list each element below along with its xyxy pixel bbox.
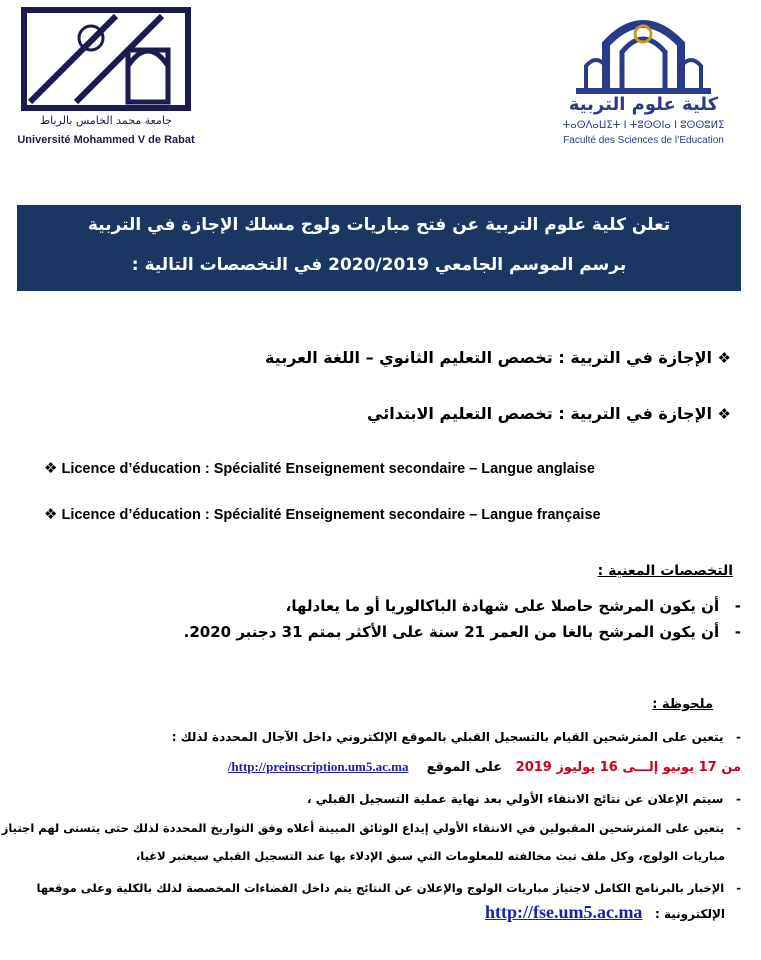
condition-text: أن يكون المرشح بالغا من العمر 21 سنة على الأكثر بمتم 31 دجنبر 2020. [183,623,720,641]
university-emblem-icon [16,6,196,114]
faculty-french-name: Faculté des Sciences de l’Education [563,135,724,146]
conditions-heading: التخصصات المعنية : [597,563,733,579]
announcement-banner [17,205,741,291]
program-label: Licence d’éducation : Spécialité Enseignement secondaire – Langue anglaise [61,461,595,477]
university-french-name: Université Mohammed V de Rabat [17,134,195,146]
dash-bullet: - [736,881,741,895]
diamond-bullet-icon: ❖ [717,405,731,423]
note-text: سيتم الإعلان عن نتائج الانتقاء الأولي بعد نهاية عملية التسجيل القبلي ، [306,792,724,806]
note-text-continued: مباريات الولوج، وكل ملف تبث مخالفته للمعلومات التي سبق الإدلاء بها عند التسجيل القبلي سيعتبر لاغيا، [135,849,725,863]
condition-item [184,623,741,641]
program-item [44,505,601,523]
note-text-continued: الإلكترونية : [654,907,725,921]
university-arabic-name: جامعة محمد الخامس بالرباط [39,114,173,127]
dash-bullet: - [734,597,741,615]
dash-bullet: - [734,623,741,641]
faculty-website-link[interactable]: http://fse.um5.ac.ma [484,902,643,922]
note-text: يتعين على المترشحين القيام بالتسجيل القبلي بالموقع الإلكتروني داخل الآجال المحددة لذلك : [171,730,724,744]
university-logo [16,6,196,148]
program-item [367,404,731,423]
note-item [37,877,742,899]
faculty-arabic-name: كلية علوم التربية [568,94,719,115]
program-label: الإجازة في التربية : تخصص التعليم الثانوي – اللغة العربية [264,348,712,367]
registration-dates: من 17 يونيو إلـــى 16 يوليوز 2019 [515,760,741,775]
program-label: الإجازة في التربية : تخصص التعليم الابتدائي [367,404,712,423]
diamond-bullet-icon: ❖ [44,459,58,477]
faculty-logo [556,4,731,152]
faculty-site-line [485,901,725,925]
notes-heading: ملحوظة : [652,697,713,712]
banner-line-2: برسم الموسم الجامعي 2020/2019 في التخصصات التالية : [131,255,627,275]
banner-line-1: تعلن كلية علوم التربية عن فتح مباريات ولوج مسلك الإجازة في التربية [87,215,671,235]
program-item [265,348,731,367]
faculty-tifinagh-name: ⵜⴰⵙⴷⴰⵡⵉⵜ ⵏ ⵜⵓⵙⵙⵏⴰ ⵏ ⵓⵙⵙⵓⵍⵉ [562,120,725,131]
dash-bullet: - [736,821,741,835]
note-item [307,788,741,810]
dash-bullet: - [736,730,741,744]
note-item [2,817,741,839]
note-item [172,726,741,748]
diamond-bullet-icon: ❖ [717,349,731,367]
diamond-bullet-icon: ❖ [44,505,58,523]
note-text: يتعين على المترشحين المقبولين في الانتقاء الأولي إيداع الوثائق المبينة أعلاه وفق التواريخ المحددة لذلك حتى يتسنى لهم اجتياز [1,821,725,835]
dash-bullet: - [736,792,741,806]
note-text: الإخبار بالبرنامج الكامل لاجتياز مباريات الولوج والإعلان عن النتائج يتم داخل الفضاءات المخصصة لذلك بالكلية وعلى موقعها [36,881,725,895]
faculty-emblem-icon [556,4,731,96]
program-label: Licence d’éducation : Spécialité Enseignement secondaire – Langue française [61,507,601,523]
condition-item [286,597,741,615]
program-item [44,459,595,477]
site-label: على الموقع [426,760,503,775]
registration-dates-line [228,756,741,779]
condition-text: أن يكون المرشح حاصلا على شهادة الباكالوريا أو ما يعادلها، [285,597,720,615]
preinscription-link[interactable]: http://preinscription.um5.ac.ma/ [227,759,409,774]
